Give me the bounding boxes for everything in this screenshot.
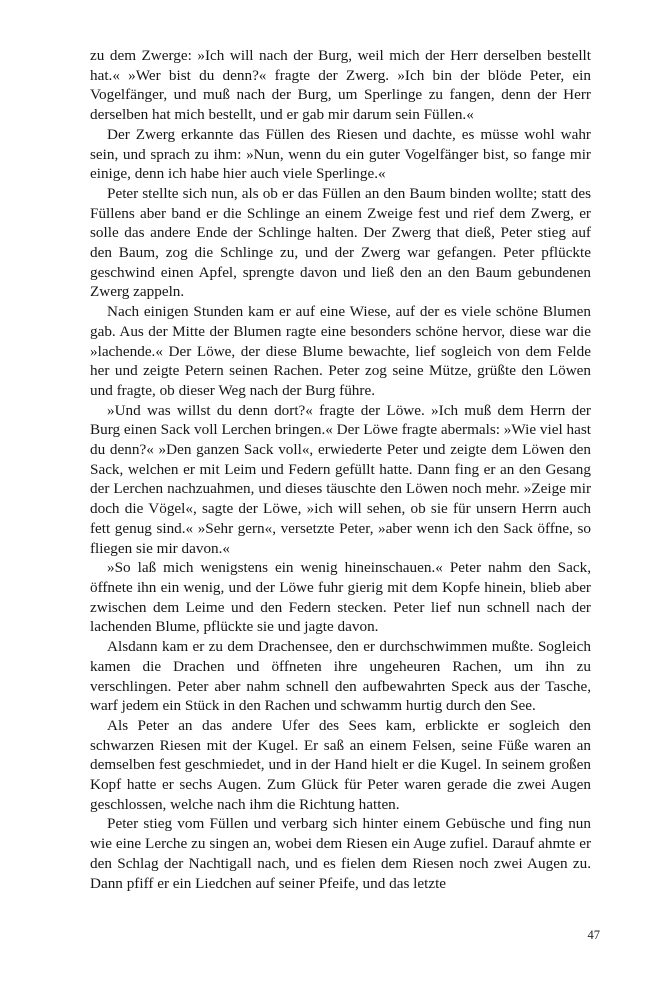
page-text [90, 46, 591, 893]
paragraph: zu dem Zwerge: »Ich will nach der Burg, weil mich der Herr derselben bestellt hat.« »Wer bist du denn?« fragte der Zwerg. »Ich bin der blöde Peter, ein Vogelfänger, und muß nach der Burg, um Sperlinge zu fangen, denn der Herr derselben hat mich bestellt, und er gab mir darum sein Füllen.« [90, 47, 591, 124]
paragraph: Peter stellte sich nun, als ob er das Füllen an den Baum binden wollte; statt des Füllens aber band er die Schlinge an einem Zweige fest und rief dem Zwerg, er solle das andere Ende der Schlinge halten. Der Zwerg that dieß, Peter stieg auf den Baum, zog die Schlinge zu, und der Zwerg war gefangen. Peter pflückte geschwind einen Apfel, sprengte davon und ließ den an den Baum gebundenen Zwerg zappeln. [90, 184, 591, 301]
paragraph: »Und was willst du denn dort?« fragte der Löwe. »Ich muß dem Herrn der Burg einen Sack voll Lerchen bringen.« Der Löwe fragte abermals: »Wie viel hast du denn?« »Den ganzen Sack voll«, erwiederte Peter und zeigte dem Löwen den Sack, welchen er mit Leim und Federn gefüllt hatte. Dann fing er an den Gesang der Lerchen nachzuahmen, und dieses täuschte den Löwen noch mehr. »Zeige mir doch die Vögel«, sagte der Löwe, »ich will sehen, ob sie für unsern Herrn auch fett genug sind.« »Sehr gern«, versetzte Peter, »aber wenn ich den Sack öffne, so fliegen sie mir davon.« [90, 401, 591, 557]
paragraph: Als Peter an das andere Ufer des Sees kam, erblickte er sogleich den schwarzen Riesen mit der Kugel. Er saß an einem Felsen, seine Füße waren an demselben fest geschmiedet, und in der Hand hielt er die Kugel. In seinem großen Kopf hatte er sechs Augen. Zum Glück für Peter waren gerade die zwei Augen geschlossen, welche nach ihm die Richtung hatten. [90, 716, 591, 813]
paragraph: Peter stieg vom Füllen und verbarg sich hinter einem Gebüsche und fing nun wie eine Lerche zu singen an, wobei dem Riesen ein Auge zufiel. Darauf ahmte er den Schlag der Nachtigall nach, und es fielen dem Riesen noch zwei Augen zu. Dann pfiff er ein Liedchen auf seiner Pfeife, und das letzte [90, 815, 591, 892]
paragraph: Der Zwerg erkannte das Füllen des Riesen und dachte, es müsse wohl wahr sein, und sprach zu ihm: »Nun, wenn du ein guter Vogelfänger bist, so fange mir einige, denn ich habe hier auch viele Sperlinge.« [90, 125, 591, 183]
page-number: 47 [587, 928, 600, 942]
paragraph: »So laß mich wenigstens ein wenig hineinschauen.« Peter nahm den Sack, öffnete ihn ein wenig, und der Löwe fuhr gierig mit dem Kopfe hinein, blieb aber zwischen dem Leime und den Federn stecken. Peter lief nun schnell nach der lachenden Blume, pflückte sie und jagte davon. [90, 559, 591, 636]
paragraph: Alsdann kam er zu dem Drachensee, den er durchschwimmen mußte. Sogleich kamen die Drachen und öffneten ihre ungeheuren Rachen, um ihn zu verschlingen. Peter aber nahm schnell den aufbewahrten Speck aus der Tasche, warf jedem ein Stück in den Rachen und schwamm hurtig durch den See. [90, 638, 591, 715]
paragraph: Nach einigen Stunden kam er auf eine Wiese, auf der es viele schöne Blumen gab. Aus der Mitte der Blumen ragte eine besonders schöne hervor, diese war die »lachende.« Der Löwe, der diese Blume bewachte, lief sogleich von dem Felde her und zeigte Petern seinen Rachen. Peter zog seine Mütze, grüßte den Löwen und fragte, ob dieser Weg nach der Burg führe. [90, 303, 591, 399]
